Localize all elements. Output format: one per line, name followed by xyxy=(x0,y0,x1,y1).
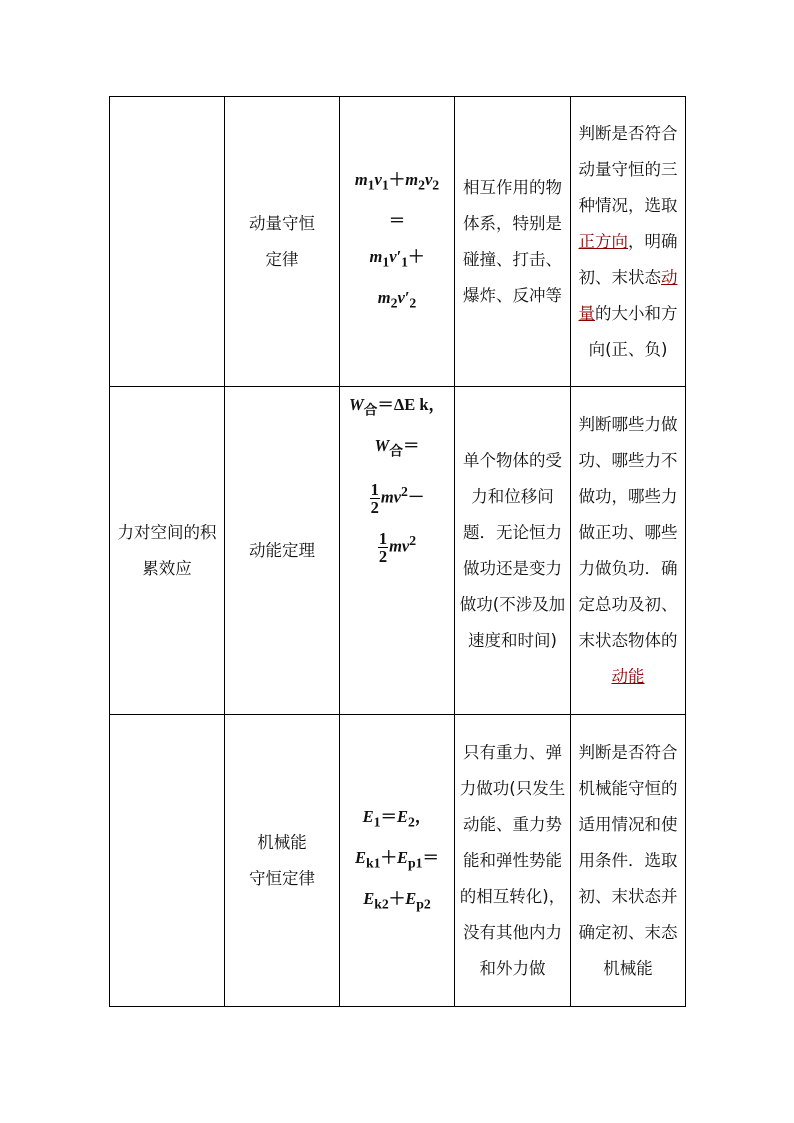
law-name-line: 动量守恒 xyxy=(249,213,315,233)
formula-line: $\frac{1}{2}$ $mv^2$ xyxy=(378,529,417,567)
formula-cell xyxy=(340,97,455,387)
key-term: 动能 xyxy=(611,666,645,686)
scope-cell: 单个物体的受力和位移问题．无论恒力做功还是变力做功(不涉及加速度和时间) xyxy=(455,387,571,715)
formula-cell xyxy=(340,387,455,715)
fraction: $\frac{1}{2}$ xyxy=(378,529,388,567)
physics-summary-table xyxy=(109,96,686,1007)
law-name-line: 动能定理 xyxy=(249,540,315,560)
table-row xyxy=(110,97,686,387)
law-name-line: 守恒定律 xyxy=(249,868,315,888)
scope-cell: 只有重力、弹力做功(只发生动能、重力势能和弹性势能的相互转化)，没有其他内力和外力做 xyxy=(455,715,571,1007)
formula-line: $E_{k2}+E_{p2}$ xyxy=(363,889,431,912)
formula-line: $E_{k1}+E_{p1}=$ xyxy=(354,847,440,871)
law-cell xyxy=(225,715,340,1007)
formula-cell xyxy=(340,715,455,1007)
formula-line: $W_合=$ xyxy=(374,436,420,459)
formula-line: $\frac{1}{2}$ $mv^2-$ xyxy=(370,479,425,517)
law-cell xyxy=(225,387,340,715)
table-row xyxy=(110,715,686,1007)
key-term: 正方向 xyxy=(578,231,628,251)
law-name-line: 定律 xyxy=(265,249,299,269)
scope-cell: 相互作用的物体系，特别是碰撞、打击、爆炸、反冲等 xyxy=(455,97,571,387)
table-row xyxy=(110,387,686,715)
formula-line: $W_合=\Delta E$ k， xyxy=(348,395,446,418)
law-name-line: 机械能 xyxy=(257,832,307,852)
note-cell: 判断哪些力做功、哪些力不做功，哪些力做正功、哪些力做负功．确定总功及初、末状态物体的动能 xyxy=(571,387,686,715)
formula-line: $m_2v'_2$ xyxy=(377,288,417,311)
formula-line: $m_1v_1+m_2v_2$ xyxy=(354,169,440,192)
note-cell: 判断是否符合机械能守恒的适用情况和使用条件．选取初、末状态并确定初、末态机械能 xyxy=(571,715,686,1007)
category-cell xyxy=(110,715,225,1007)
note-cell: 判断是否符合动量守恒的三种情况，选取正方向，明确初、末状态动量的大小和方向(正、负) xyxy=(571,97,686,387)
law-cell xyxy=(225,97,340,387)
category-cell: 力对空间的积累效应 xyxy=(110,387,225,715)
formula-line: $E_1=E_2$， xyxy=(362,806,432,829)
category-cell xyxy=(110,97,225,387)
formula-line: $m_1v'_1+$ xyxy=(369,246,425,270)
fraction: $\frac{1}{2}$ xyxy=(370,479,379,517)
key-term: 动量 xyxy=(578,267,678,323)
formula-line: ＝ xyxy=(388,210,406,230)
